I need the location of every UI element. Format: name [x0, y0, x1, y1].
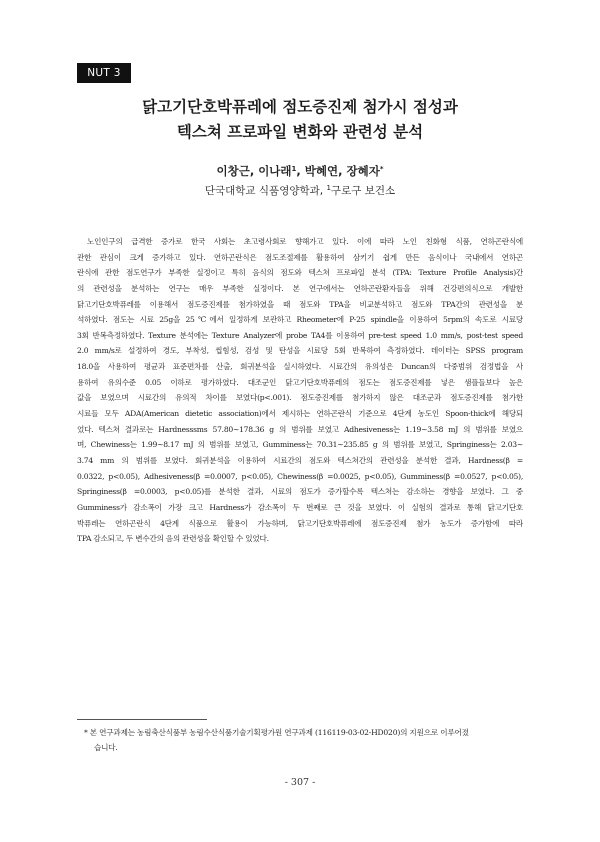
- author-affiliation-mark: 1: [291, 165, 297, 173]
- abstract-line: TPA 감소되고, 두 변수간의 음의 관련성을 확인할 수 있었다.: [77, 534, 269, 544]
- funding-footnote: [84, 725, 524, 755]
- abstract-line: 3회 반복측정하였다. Texture 분석에는 Texture Analyzer에 probe TA4를 이용하여 pre-test speed 1.0 mm/s, post-test speed: [77, 330, 523, 340]
- footnote-line-2: 습니다.: [94, 743, 118, 752]
- abstract-line: 관한 관심이 크게 증가하고 있다. 연하곤란식은 점도조절제를 활용하여 삼키기 쉽게 만든 음식이나 국내에서 연하곤: [77, 252, 523, 262]
- paper-title-line-2: 텍스쳐 프로파일 변화와 관련성 분석: [176, 123, 424, 141]
- abstract-line: 란식에 관한 점도연구가 부족한 실정이고 특히 음식의 점도와 텍스쳐 프로파일 분석 (TPA: Texture Profile Analysis)간: [77, 268, 523, 278]
- corresponding-author-mark: *: [379, 165, 384, 173]
- abstract-line: Springiness(β =0.0003, p<0.05)를 분석한 결과, 시료의 점도가 증가할수록 텍스쳐는 감소하는 경향을 보였다. 그 중: [77, 487, 523, 497]
- footnote-line-1: * 본 연구과제는 농림축산식품부 농림수산식품기술기획평가원 연구과제 (116119-03-02-HD020)의 지원으로 이루어졌: [84, 728, 469, 737]
- abstract-line: 3.74 mm 의 범위를 보였다. 회귀분석을 이용하여 시료간의 점도와 텍스쳐간의 관련성을 분석한 결과, Hardness(β =: [77, 455, 523, 465]
- affiliation-mark: 1: [326, 184, 331, 192]
- abstract-line: 시료들 모두 ADA(American dietetic association)에서 제시하는 연하곤란식 기준으로 4단계 농도인 Spoon-thick에 해당되: [77, 409, 523, 419]
- session-badge: NUT 3: [77, 63, 131, 83]
- affiliation-secondary: 구로구 보건소: [330, 185, 396, 197]
- footnote-divider: [77, 719, 207, 720]
- abstract-line: 며, Chewiness는 1.99∼8.17 mJ 의 범위를 보였고, Gumminess는 70.31∼235.85 g 의 범위를 보였고, Springiness는 2.03∼: [77, 440, 523, 450]
- abstract-line: 값을 보였으며 시료간의 유의적 차이를 보였다(p<.001). 점도증진제를 첨가하지 않은 대조군과 점도증진제를 첨가한: [77, 393, 523, 403]
- abstract-line: 었다. 텍스쳐 결과로는 Hardnesssms 57.80∼178.36 g 의 범위를 보였고 Adhesiveness는 1.19∼3.58 mJ 의 범위를 보였으: [77, 424, 523, 434]
- abstract-line: 노인인구의 급격한 증가로 한국 사회는 초고령사회로 향해가고 있다. 이에 따라 노인 친화형 식품, 연하곤란식에: [87, 237, 523, 246]
- abstract-line: 닭고기단호박퓨레를 이용해서 점도증진제를 첨가하였을 때 점도와 TPA을 비교분석하고 점도와 TPA간의 관련성을 분: [77, 299, 523, 309]
- abstract-line: 석하였다. 점도는 시료 25g을 25℃에서 일정하게 보관하고 Rheometer에 P-25 spindle을 이용하여 5rpm의 속도로 시료당: [77, 315, 523, 325]
- affiliation: [60, 183, 540, 198]
- author-list: [60, 163, 540, 179]
- page-number: - 307 -: [284, 777, 316, 788]
- abstract-line: 2.0 mm/s로 설정하여 경도, 부착성, 씹힘성, 검성 및 탄성을 시료당 5회 반복하여 측정하였다. 데이터는 SPSS program: [77, 346, 523, 356]
- abstract-line: 의 관련성을 분석하는 연구는 매우 부족한 실정이다. 본 연구에서는 연하곤란환자들을 위해 건강편의식으로 개발한: [77, 283, 523, 293]
- abstract-line: 박퓨레는 연하곤란식 4단계 식품으로 활용이 가능하며, 닭고기단호박퓨레에 점도증진제 첨가 농도가 증가함에 따라: [77, 518, 523, 528]
- abstract-line: 0.0322, p<0.05), Adhesiveness(β =0.0007, p<0.05), Chewiness(β =0.0025, p<0.05), Gumminess(β =0.0527, p<0.05),: [77, 471, 523, 481]
- author-names-1: 이창근, 이나래: [216, 164, 292, 178]
- author-names-2: , 박혜연, 장혜자: [296, 164, 380, 178]
- paper-title-line-1: 닭고기단호박퓨레에 점도증진제 첨가시 점성과: [142, 98, 458, 116]
- affiliation-primary: 단국대학교 식품영양학과,: [204, 185, 327, 197]
- abstract-line: Gumminess가 감소폭이 가장 크고 Hardness가 감소폭이 두 번째로 큰 것을 보였다. 이 실험의 결과로 통해 닭고기단호: [77, 502, 523, 512]
- abstract-line: 18.0을 사용하여 평균과 표준편차를 산출, 회귀분석을 실시하였다. 시료간의 유의성은 Duncan의 다중범위 검정법을 사: [77, 362, 523, 372]
- abstract-body: [77, 234, 523, 547]
- abstract-line: 용하여 유의수준 0.05 이하로 평가하였다. 대조군인 닭고기단호박퓨레의 점도는 점도증진제를 넣은 샘플들보다 높은: [77, 377, 523, 387]
